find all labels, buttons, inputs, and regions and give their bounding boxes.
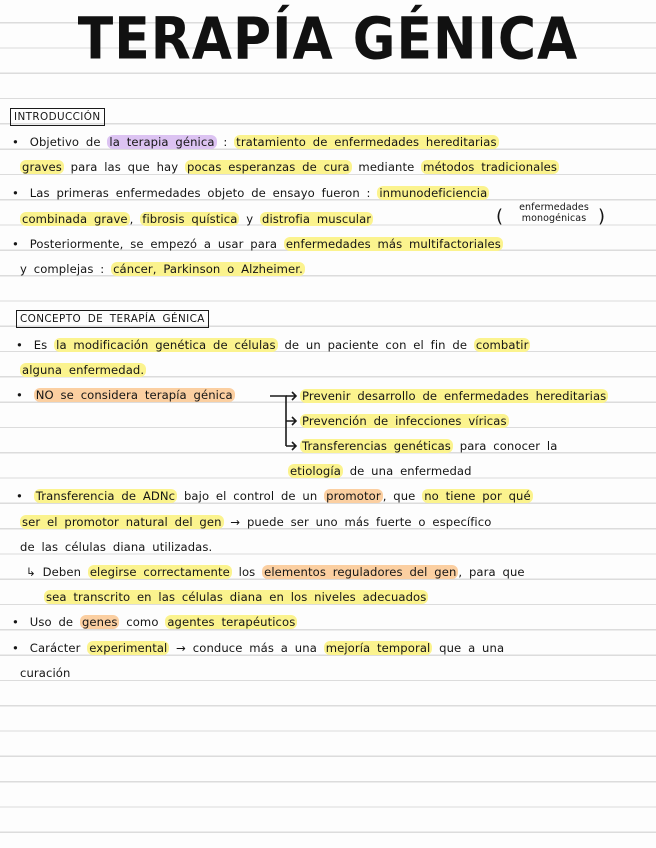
bullet-dot: • <box>16 388 23 402</box>
highlight-orange: genes <box>81 615 118 629</box>
note-paren-close: ) <box>598 206 606 227</box>
highlight-yellow: la modificación genética de células <box>56 338 276 352</box>
note-bottom: monogénicas <box>521 213 587 224</box>
text: , <box>129 212 134 226</box>
highlight-yellow: alguna enfermedad. <box>22 363 145 377</box>
bullet-dot: • <box>12 135 19 149</box>
highlight-yellow: mejoría temporal <box>325 641 431 655</box>
highlight-yellow: fibrosis quística <box>142 212 238 226</box>
note-top: enfermedades <box>519 202 589 213</box>
text: Carácter <box>29 641 81 655</box>
text: mediante <box>358 160 415 174</box>
text: para conocer la <box>459 439 558 453</box>
concept-bullet-3-line-1 <box>16 486 533 506</box>
text: y complejas : <box>20 262 105 276</box>
text: y <box>246 212 254 226</box>
highlight-yellow: Prevención de infecciones víricas <box>302 414 507 428</box>
highlight-yellow: métodos tradicionales <box>423 160 558 174</box>
text: que a una <box>439 641 505 655</box>
bullet-dot: • <box>12 641 19 655</box>
highlight-yellow: graves <box>22 160 62 174</box>
highlight-yellow: distrofia muscular <box>262 212 372 226</box>
text: , que <box>382 489 416 503</box>
highlight-yellow: agentes terapéuticos <box>167 615 296 629</box>
highlight-yellow: Transferencia de ADNc <box>35 489 176 503</box>
bullet-dot: • <box>16 489 23 503</box>
text: para las que hay <box>70 160 179 174</box>
bullet-dot: • <box>12 186 19 200</box>
intro-heading: INTRODUCCIÓN <box>10 108 105 126</box>
note-paren-open: ( <box>496 206 504 227</box>
highlight-yellow: cáncer, Parkinson o Alzheimer. <box>113 262 303 276</box>
concept-sub-line-1 <box>26 562 525 582</box>
branch-3 <box>300 436 557 456</box>
concept-bullet-4 <box>12 612 297 632</box>
page-title: TERAPÍA GÉNICA <box>77 6 579 74</box>
bullet-dot: • <box>12 237 19 251</box>
highlight-yellow: Prevenir desarrollo de enfermedades hereditarias <box>302 389 607 403</box>
sub-arrow-icon: ↳ <box>26 565 36 579</box>
concept-bullet-5-line-1 <box>12 638 504 658</box>
highlight-yellow: experimental <box>89 641 168 655</box>
concept-bullet-5-line-2 <box>20 663 70 683</box>
branch-1 <box>300 386 608 406</box>
bullet-dot: • <box>12 615 19 629</box>
highlight-yellow: ser el promotor natural del gen <box>22 515 222 529</box>
text: → conduce más a una <box>176 641 317 655</box>
highlight-yellow: elegirse correctamente <box>89 565 230 579</box>
highlight-orange: elementos reguladores del gen <box>264 565 457 579</box>
highlight-yellow: combatir <box>475 338 529 352</box>
text: , para que <box>458 565 525 579</box>
text: de las células diana utilizadas. <box>20 540 213 554</box>
branch-2 <box>300 411 509 431</box>
text: de una enfermedad <box>349 464 472 478</box>
highlight-yellow: enfermedades más multifactoriales <box>285 237 501 251</box>
branch-3-continuation <box>288 461 472 481</box>
highlight-yellow: combinada grave <box>22 212 128 226</box>
text: como <box>126 615 159 629</box>
text: : <box>223 135 228 149</box>
text: Uso de <box>29 615 74 629</box>
highlight-yellow: inmunodeficiencia <box>379 186 488 200</box>
concept-bullet-3-line-2 <box>20 512 491 532</box>
highlight-yellow: Transferencias genéticas <box>302 439 451 453</box>
highlight-yellow: pocas esperanzas de cura <box>186 160 350 174</box>
highlight-yellow: tratamiento de enfermedades hereditarias <box>236 135 497 149</box>
text: de un paciente con el fin de <box>284 338 468 352</box>
text: → puede ser uno más fuerte o específico <box>230 515 492 529</box>
highlight-yellow: no tiene por qué <box>424 489 531 503</box>
text: los <box>238 565 256 579</box>
text: curación <box>20 666 71 680</box>
text: bajo el control de un <box>183 489 318 503</box>
concept-heading: CONCEPTO DE TERAPÍA GÉNICA <box>16 310 209 328</box>
concept-sub-line-2 <box>44 587 428 607</box>
highlight-yellow: etiología <box>290 464 341 478</box>
highlight-yellow: sea transcrito en las células diana en los niveles adecuados <box>46 590 427 604</box>
highlight-orange: NO se considera terapía génica <box>35 388 233 402</box>
concept-bullet-3-line-3 <box>20 537 212 557</box>
highlight-purple: la terapia génica <box>109 135 215 149</box>
text: Las primeras enfermedades objeto de ensayo fueron : <box>29 186 371 200</box>
text: Deben <box>42 565 82 579</box>
text: Posteriormente, se empezó a usar para <box>29 237 278 251</box>
text: Es <box>33 338 48 352</box>
bullet-dot: • <box>16 338 23 352</box>
text: Objetivo de <box>29 135 101 149</box>
highlight-orange: promotor <box>326 489 381 503</box>
